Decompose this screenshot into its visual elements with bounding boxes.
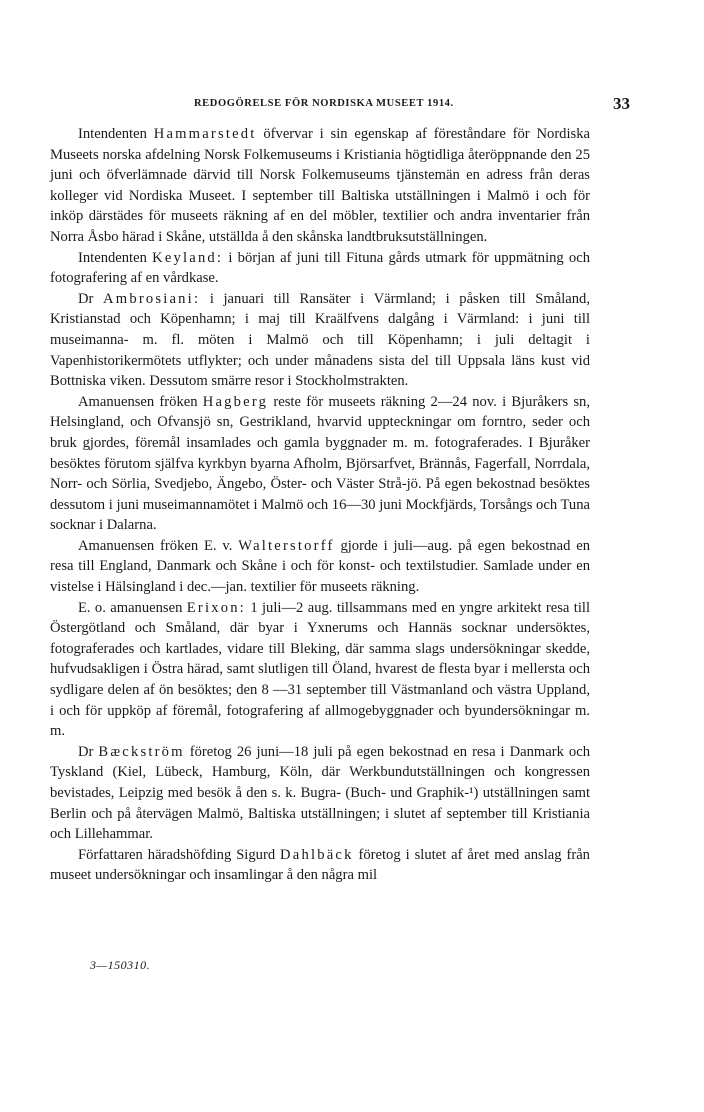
person-name: Bæckström [98, 743, 185, 760]
paragraph-keyland [50, 248, 590, 289]
printer-signature: 3—150310. [90, 958, 151, 972]
person-name: Hammarstedt [153, 126, 257, 142]
paragraph-walterstorff [50, 536, 590, 598]
body-text [50, 124, 590, 886]
paragraph-dahlback [50, 845, 590, 886]
paragraph-text: i januari till Ransäter i Värmland; i påsken till Småland, Kristianstad och Köpenhamn; i maj till Kraälfvens dalgång i Värmland: i juni till museimanna- m. fl. möten i Malmö och till Köpenhamn; i juli deltagit i Vapenhistorikermötets utflykter; och under månadens sista del till Uppsala läns kust vid Bottniska viken. Dessutom smärre resor i Stockholmstrakten. [50, 290, 590, 390]
paragraph-lead: Dr [78, 290, 104, 307]
person-name: Keyland: [152, 249, 224, 266]
paragraph-text: i början af juni till Fituna gårds utmark för uppmätning och fotografering af en vårdkase. [50, 249, 590, 287]
paragraph-text: 1 juli—2 aug. tillsammans med en yngre arkitekt resa till Östergötland och Småland, där byar i Yxnerums och Hannäs socknar undersöktes, fotograferades och kartlades, vidare till Bleking, där samma slags undersökningar skedde, hufvudsakligen i Östra härad, samt slutligen till Öland, hvarest de flesta byar i mellersta och sydligare delen af ön besöktes; den 8 —31 september till Västmanland och västra Uppland, i och för uppköp af föremål, fotografering af allmogebyggnader och byundersökningar m. m. [50, 599, 590, 740]
paragraph-text: öfvervar i sin egenskap af föreståndare för Nordiska Museets norska afdelning Norsk Folkemuseums i Kristiania högtidliga återöppnande den 25 juni och öfverlämnade därvid till Norsk Folkemuseums tjänstemän en adress från deras kolleger vid Nordiska Museet. I september till Baltiska utställningen i Malmö i och för inköp därstädes för museets räkning af en del möbler, textilier och andra inventarier från Norra Åsbo härad i Skåne, utställda å den skånska landtbruksutställningen. [50, 126, 590, 245]
person-name: Ambrosiani: [103, 290, 201, 307]
paragraph-lead: Intendenten [78, 126, 154, 142]
paragraph-lead: Intendenten [78, 249, 153, 266]
paragraph-text: gjorde i juli—aug. på egen bekostnad en resa till England, Danmark och Skåne i och för konst- och textilstudier. Samlade under en vistelse i Hälsingland i dec.—jan. textilier för museets räkning. [50, 537, 590, 596]
person-name: Walterstorff [238, 537, 335, 554]
page-number: 33 [613, 94, 630, 113]
paragraph-hagberg [50, 392, 590, 536]
person-name: Dahlbäck [280, 846, 354, 863]
paragraph-ambrosiani [50, 289, 590, 392]
paragraph-erixon [50, 598, 590, 742]
paragraph-lead: Amanuensen fröken [78, 393, 203, 410]
paragraph-text: företog 26 juni—18 juli på egen bekostnad en resa i Danmark och Tyskland (Kiel, Lübeck, Hamburg, Köln, där Werkbundutställningen och kongressen bevistades, Leipzig med besök å den s. k. Bugra- (Buch- und Graphik-¹) utställningen samt Berlin och på återvägen Malmö, Baltiska utställningen; i slutet af september till Kristiania och Lillehammar. [50, 743, 590, 843]
running-head: REDOGÖRELSE FÖR NORDISKA MUSEET 1914. [194, 98, 454, 109]
paragraph-lead: E. o. amanuensen [78, 599, 187, 616]
person-name: Erixon: [186, 599, 246, 616]
paragraph-lead: Författaren häradshöfding Sigurd [78, 846, 281, 863]
paragraph-baeckstrom [50, 742, 590, 845]
paragraph-text: reste för museets räkning 2—24 nov. i Bjuråkers sn, Helsingland, och Ofvansjö sn, Gestrikland, hvarvid uppteckningar om forntro, seder och bruk gjordes, föremål insamlades och gamla byggnader m. m. fotograferades. I Bjuråker besöktes förutom själfva kyrkbyn byarna Afholm, Björsarfvet, Brännås, Fagerfall, Norrdala, Norr- och Sörlia, Svedjebo, Ängebo, Öster- och Väster Strå-jö. På egen bekostnad besöktes dessutom i juni museimannamötet i Malmö och 16—30 juni Mockfjärds, Torsångs och Tuna socknar i Dalarna. [50, 393, 590, 534]
paragraph-text: företog i slutet af året med anslag från museet undersökningar och insamlingar å den några mil [50, 846, 590, 884]
paragraph-lead: Dr [78, 743, 99, 760]
person-name: Hagberg [202, 393, 269, 410]
paragraph-hammarstedt [50, 124, 590, 248]
paragraph-lead: Amanuensen fröken E. v. [78, 537, 239, 554]
